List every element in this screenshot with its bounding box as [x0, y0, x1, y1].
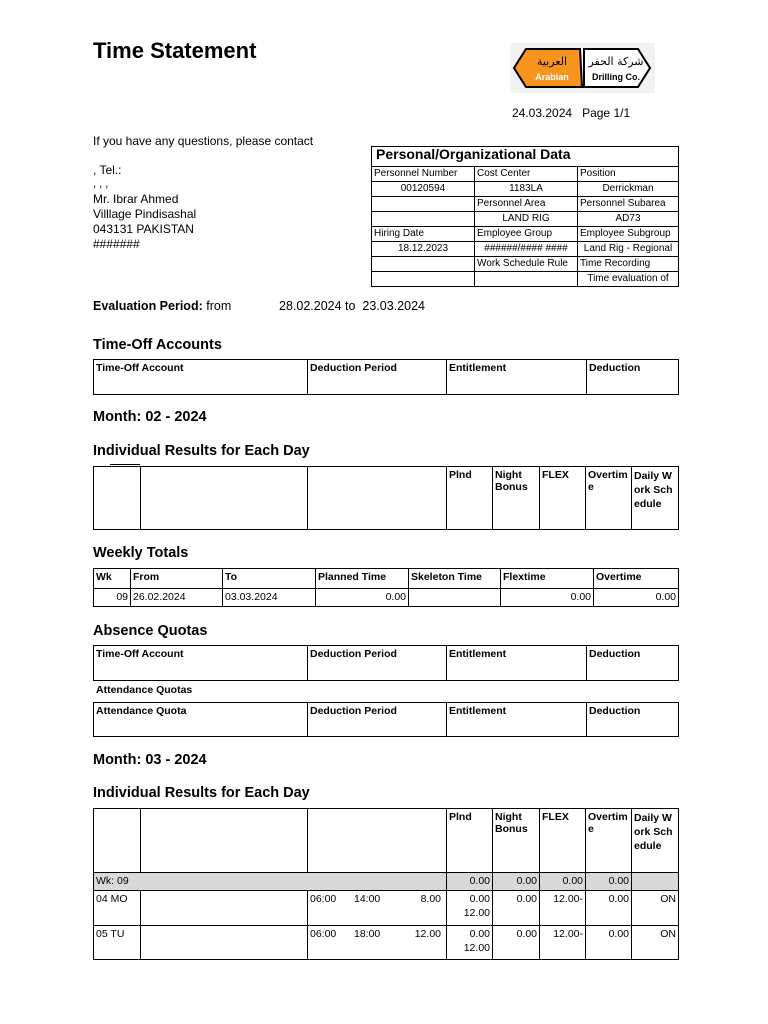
- col-header: Entitlement: [447, 703, 587, 737]
- cell: 06:00: [310, 893, 337, 905]
- col-header: Deduction Period: [308, 703, 447, 737]
- col-header: Flextime: [501, 569, 594, 589]
- pod-cell: LAND RIG: [475, 212, 578, 227]
- pod-cell: Personnel Number: [372, 167, 475, 182]
- col-header: FLEX: [540, 809, 586, 873]
- pod-cell: [372, 197, 475, 212]
- plnd-cell: [447, 891, 493, 926]
- col-header: Overtime: [594, 569, 679, 589]
- plnd-cell: [447, 926, 493, 960]
- cell: ON: [632, 891, 679, 926]
- pod-cell: 18.12.2023: [372, 242, 475, 257]
- evaluation-period: [93, 299, 231, 314]
- personal-org-data-table: [371, 146, 679, 287]
- logo-arabic-left: العربية: [536, 55, 568, 68]
- col-header: Daily Work Schedule: [632, 467, 679, 530]
- col-header: Time-Off Account: [94, 360, 308, 395]
- pod-cell: [372, 272, 475, 287]
- pod-cell: Derrickman: [578, 182, 679, 197]
- daily-results-table-feb: [93, 466, 679, 530]
- pod-cell: Work Schedule Rule: [475, 257, 578, 272]
- contact-dots: , , ,: [93, 178, 109, 190]
- attendance-quotas-heading: Attendance Quotas: [96, 684, 193, 696]
- logo-drilling: Drilling Co.: [592, 72, 640, 82]
- month-02-heading: Month: 02 - 2024: [93, 409, 207, 425]
- cell: 0.00: [586, 873, 632, 891]
- employee-postal: 043131 PAKISTAN: [93, 222, 194, 236]
- cell: 0.00: [540, 873, 586, 891]
- cell: 04 MO: [94, 891, 141, 926]
- cell: 09: [94, 589, 131, 607]
- col-header: Entitlement: [447, 360, 587, 395]
- employee-name: Mr. Ibrar Ahmed: [93, 192, 179, 206]
- cell: 0.00: [493, 873, 540, 891]
- weekly-totals-table: [93, 568, 679, 607]
- cell: 12.00-: [540, 891, 586, 926]
- col-header: Deduction: [587, 360, 679, 395]
- time-range-cell: [308, 926, 447, 960]
- page-number: Page 1/1: [582, 106, 631, 120]
- logo-arabic-right: شركة الحفر: [588, 55, 644, 68]
- col-header: FLEX: [540, 467, 586, 530]
- col-header: From: [131, 569, 223, 589]
- cell: 0.00: [447, 873, 493, 891]
- pod-cell: Cost Center: [475, 167, 578, 182]
- col-header: Deduction Period: [308, 360, 447, 395]
- cell: 18:00: [354, 928, 381, 940]
- cell: 8.00: [420, 893, 441, 905]
- eval-dates: [279, 299, 425, 314]
- eval-end: 23.03.2024: [362, 299, 425, 313]
- col-header: Planned Time: [316, 569, 409, 589]
- cell: 12.00: [463, 942, 490, 954]
- cell: 12.00-: [540, 926, 586, 960]
- cell: 0.00: [493, 891, 540, 926]
- table-row: [94, 891, 679, 926]
- cell: 0.00: [586, 926, 632, 960]
- individual-results-heading-mar: Individual Results for Each Day: [93, 785, 310, 801]
- pod-cell: Hiring Date: [372, 227, 475, 242]
- cell: 0.00: [469, 928, 490, 940]
- cell: [409, 589, 501, 607]
- pod-cell: Position: [578, 167, 679, 182]
- col-header: Entitlement: [447, 646, 587, 681]
- col-header: Night Bonus: [493, 467, 540, 530]
- wk-label: Wk: 09: [94, 873, 447, 891]
- employee-hash: #######: [93, 237, 140, 251]
- month-03-heading: Month: 03 - 2024: [93, 752, 207, 768]
- cell: 0.00: [469, 893, 490, 905]
- contact-tel: , Tel.:: [93, 163, 122, 177]
- statement-date: 24.03.2024: [512, 106, 573, 120]
- pod-cell: ######/#### ####: [475, 242, 578, 257]
- eval-start: 28.02.2024 to: [279, 299, 356, 313]
- col-header: Daily Work Schedule: [632, 809, 679, 873]
- cell: 06:00: [310, 928, 337, 940]
- col-header: Overtime: [586, 809, 632, 873]
- cell: 0.00: [316, 589, 409, 607]
- pod-cell: Time Recording: [578, 257, 679, 272]
- time-off-heading: Time-Off Accounts: [93, 337, 222, 353]
- time-off-table: [93, 359, 679, 395]
- col-header: Plnd: [447, 467, 493, 530]
- col-header: Time-Off Account: [94, 646, 308, 681]
- table-row: [94, 926, 679, 960]
- divider: [110, 464, 140, 465]
- pod-cell: Personnel Area: [475, 197, 578, 212]
- cell: 05 TU: [94, 926, 141, 960]
- pod-cell: Employee Subgroup: [578, 227, 679, 242]
- cell: 12.00: [414, 928, 441, 940]
- page-title: Time Statement: [93, 38, 257, 63]
- table-row: [94, 589, 679, 607]
- eval-from: from: [206, 299, 232, 313]
- pod-cell: [475, 272, 578, 287]
- time-range-cell: [308, 891, 447, 926]
- employee-village: Villlage Pindisashal: [93, 207, 197, 221]
- col-header: Overtime: [586, 467, 632, 530]
- cell: 0.00: [493, 926, 540, 960]
- cell: ON: [632, 926, 679, 960]
- table-row: [94, 873, 679, 891]
- individual-results-heading: Individual Results for Each Day: [93, 443, 310, 459]
- weekly-totals-heading: Weekly Totals: [93, 545, 189, 561]
- cell: 14:00: [354, 893, 381, 905]
- pod-cell: 1183LA: [475, 182, 578, 197]
- cell: 12.00: [463, 907, 490, 919]
- absence-quotas-heading: Absence Quotas: [93, 623, 208, 639]
- eval-label: Evaluation Period:: [93, 299, 203, 313]
- col-header: Plnd: [447, 809, 493, 873]
- contact-line: If you have any questions, please contact: [93, 134, 314, 148]
- pod-cell: [372, 257, 475, 272]
- col-header: Skeleton Time: [409, 569, 501, 589]
- cell: 0.00: [501, 589, 594, 607]
- col-header: Wk: [94, 569, 131, 589]
- col-header: Deduction: [587, 646, 679, 681]
- logo-arabian: Arabian: [535, 72, 569, 82]
- pod-cell: 00120594: [372, 182, 475, 197]
- pod-cell: AD73: [578, 212, 679, 227]
- cell: 0.00: [586, 891, 632, 926]
- pod-title: Personal/Organizational Data: [372, 147, 679, 167]
- pod-cell: Land Rig - Regional: [578, 242, 679, 257]
- daily-results-table-mar: [93, 808, 679, 960]
- cell: 26.02.2024: [131, 589, 223, 607]
- pod-cell: Personnel Subarea: [578, 197, 679, 212]
- statement-date-line: [512, 106, 630, 120]
- col-header: Deduction: [587, 703, 679, 737]
- col-header: To: [223, 569, 316, 589]
- attendance-quotas-table: [93, 702, 679, 737]
- col-header: Attendance Quota: [94, 703, 308, 737]
- company-logo: [510, 43, 655, 93]
- col-header: Deduction Period: [308, 646, 447, 681]
- pod-cell: Employee Group: [475, 227, 578, 242]
- pod-cell: Time evaluation of: [578, 272, 679, 287]
- cell: 0.00: [594, 589, 679, 607]
- pod-cell: [372, 212, 475, 227]
- absence-quotas-table: [93, 645, 679, 681]
- col-header: Night Bonus: [493, 809, 540, 873]
- cell: 03.03.2024: [223, 589, 316, 607]
